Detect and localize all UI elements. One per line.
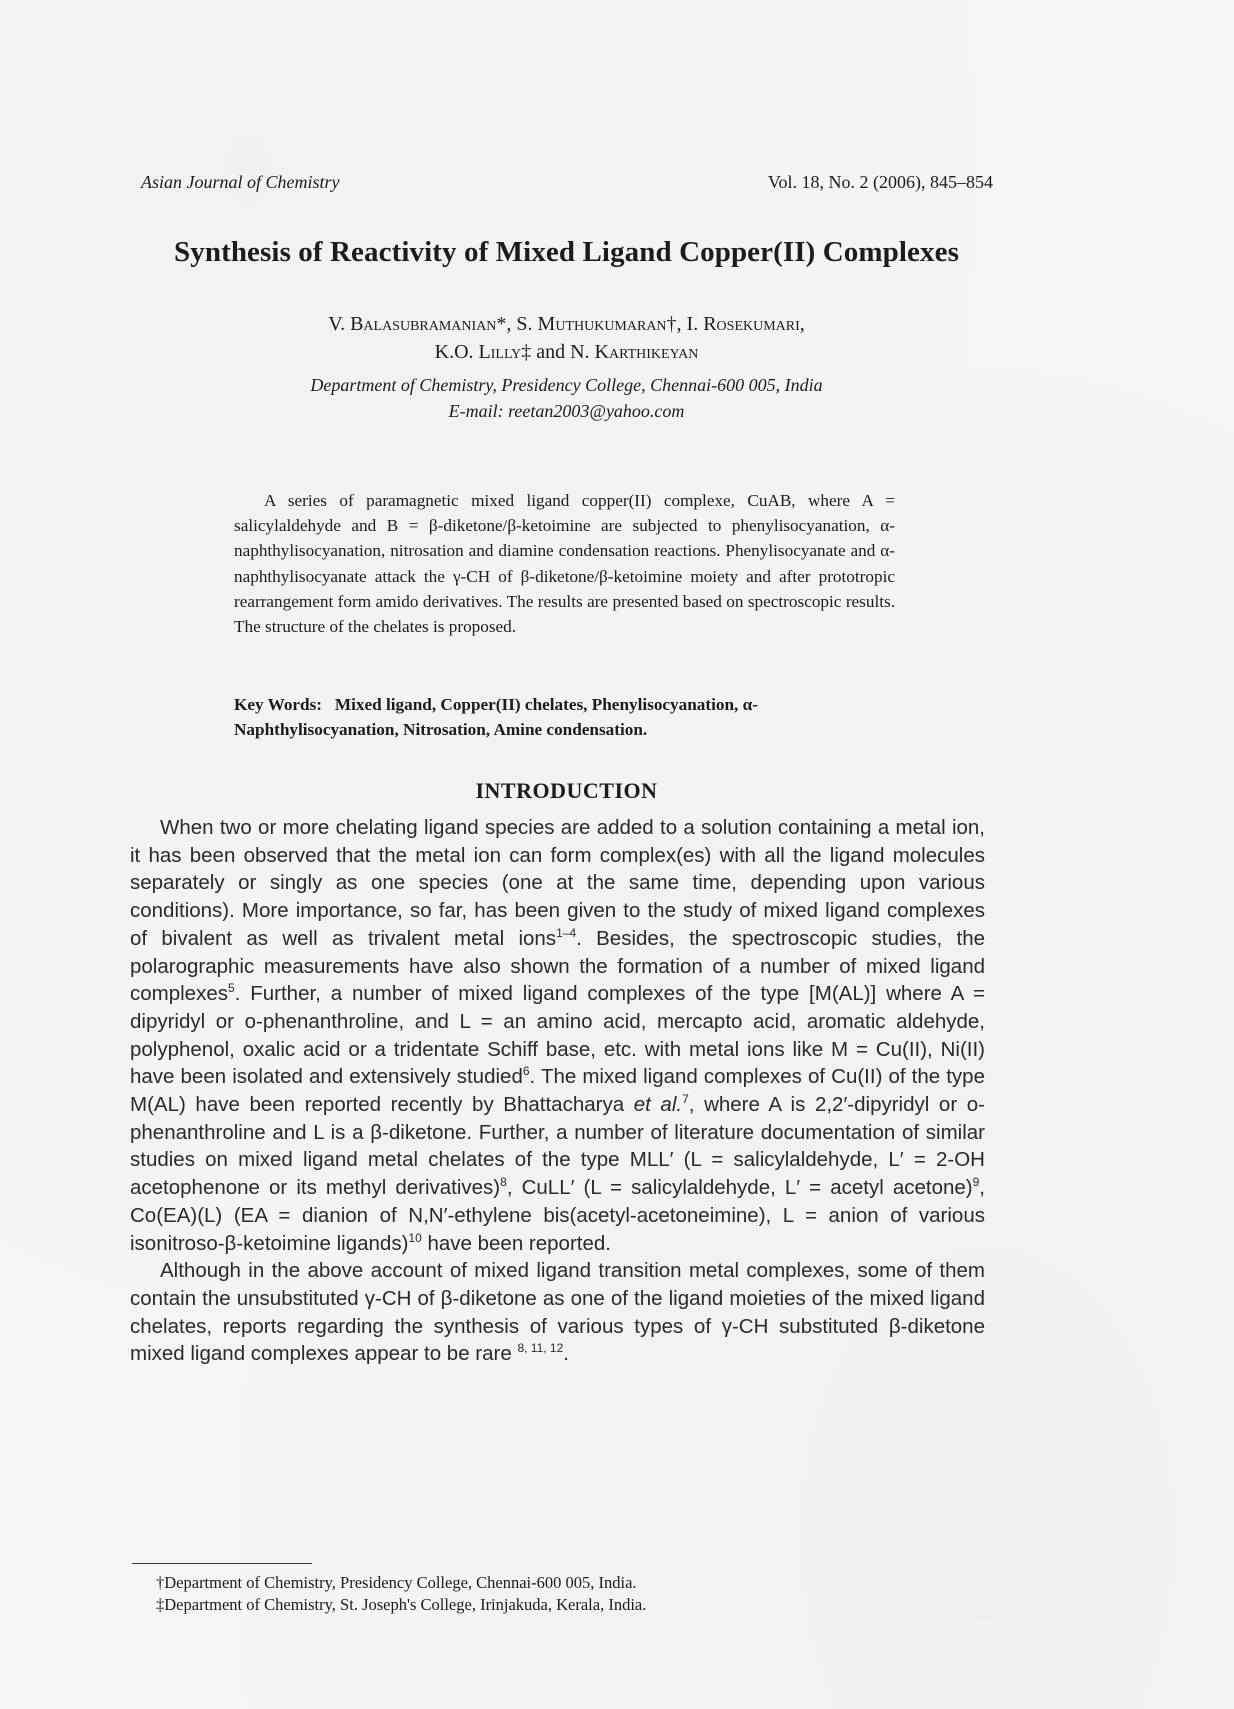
author-list	[120, 310, 1013, 366]
text-run: . Besides, the spectroscopic studies, the polarographic measurements have also shown the formation of a number of mixed ligand complexes	[130, 926, 985, 1006]
keywords-text: Mixed ligand, Copper(II) chelates, Phenylisocyanation, α-Naphthylisocyanation, Nitrosation, Amine condensation.	[234, 695, 758, 739]
text-run: Although in the above account of mixed ligand transition metal complexes, some of them contain the unsubstituted γ-CH of β-diketone as one of the ligand moieties of the mixed ligand chelates, reports regarding the synthesis of various types of γ-CH substituted β-diketone mixed ligand complexes appear to be rare	[130, 1259, 985, 1366]
citation: 8, 11, 12	[517, 1341, 564, 1356]
section-heading-introduction: INTRODUCTION	[475, 778, 658, 803]
journal-name: Asian Journal of Chemistry	[141, 172, 340, 192]
footnote-2: ‡Department of Chemistry, St. Joseph's College, Irinjakuda, Kerala, India.	[156, 1595, 647, 1614]
text-run: . The mixed ligand complexes of Cu(II) of the type M(AL) have been reported recently by Bhattacharya	[130, 1065, 985, 1117]
text-run: . Further, a number of mixed ligand complexes of the type [M(AL)] where A = dipyridyl or o-phenanthroline, and L = an amino acid, mercapto acid, aromatic aldehyde, polyphenol, oxalic acid or a tridentate Schiff base, etc. with metal ions like M = Cu(II), Ni(II) have been isolated and extensively studied	[130, 982, 985, 1089]
paper-title: Synthesis of Reactivity of Mixed Ligand Copper(II) Complexes	[174, 236, 959, 268]
citation: 9	[972, 1175, 980, 1190]
keywords	[234, 692, 895, 742]
author-line-2	[120, 338, 1013, 366]
running-head	[141, 172, 993, 193]
footnote-rule	[132, 1563, 312, 1564]
et-al: et al.	[633, 1093, 683, 1117]
text-run: have been reported.	[421, 1231, 611, 1255]
author-karthikeyan: N. Karthikeyan	[570, 341, 699, 363]
citation: 8	[500, 1175, 507, 1190]
text-run: , CuLL′ (L = salicylaldehyde, L′ = acetyl acetone)	[506, 1176, 973, 1200]
affiliation-department: Department of Chemistry, Presidency College, Chennai-600 005, India	[310, 375, 823, 395]
abstract-text: A series of paramagnetic mixed ligand copper(II) complexe, CuAB, where A = salicylaldehyde and B = β-diketone/β-ketoimine are subjected to phenylisocyanation, α-naphthylisocyanation, nitrosation and diamine condensation reactions. Phenylisocyanate and α-naphthylisocyanate attack the γ-CH of β-diketone/β-ketoimine moiety and after prototropic rearrangement form amido derivatives. The results are presented based on spectroscopic results. The structure of the chelates is proposed.	[234, 491, 895, 637]
text-run: , Co(EA)(L) (EA = dianion of N,N′-ethylene bis(acetyl-acetoneimine), L = anion of various isonitroso-β-ketoimine ligands)	[130, 1176, 985, 1255]
citation: 5	[228, 981, 235, 996]
author-line-1: V. Balasubramanian*, S. Muthukumaran†, I. Rosekumari,	[328, 313, 805, 335]
affiliation-email: E-mail: reetan2003@yahoo.com	[448, 401, 685, 421]
citation: 6	[522, 1064, 530, 1079]
volume-info: Vol. 18, No. 2 (2006), 845–854	[767, 172, 993, 192]
citation: 10	[408, 1230, 422, 1245]
keywords-label: Key Words:	[234, 695, 323, 714]
citation: 7	[682, 1092, 689, 1107]
author-conjunction: and	[536, 341, 566, 363]
affiliation	[120, 372, 1013, 424]
citation: 1–4	[556, 925, 577, 940]
introduction-paragraph-2	[130, 1257, 985, 1368]
text-run: , where A is 2,2′-dipyridyl or o-phenanthroline and L is a β-diketone. Further, a number of literature documentation of similar studies on mixed ligand metal chelates of the type MLL′ (L = salicylaldehyde, L′ = 2-OH acetophenone or its methyl derivatives)	[130, 1093, 985, 1200]
introduction-body	[130, 814, 985, 1368]
text-run: When two or more chelating ligand species are added to a solution containing a metal ion, it has been observed that the metal ion can form complex(es) with all the ligand molecules separately or singly as one species (one at the same time, depending upon various conditions). More importance, so far, has been given to the study of mixed ligand complexes of bivalent as well as trivalent metal ions	[130, 816, 985, 950]
footnotes	[156, 1572, 956, 1616]
footnote-1: †Department of Chemistry, Presidency College, Chennai-600 005, India.	[156, 1573, 637, 1592]
introduction-paragraph-1	[130, 814, 985, 1257]
abstract	[234, 488, 895, 639]
text-run: .	[563, 1342, 569, 1366]
author-lilly: K.O. Lilly‡	[434, 341, 532, 363]
